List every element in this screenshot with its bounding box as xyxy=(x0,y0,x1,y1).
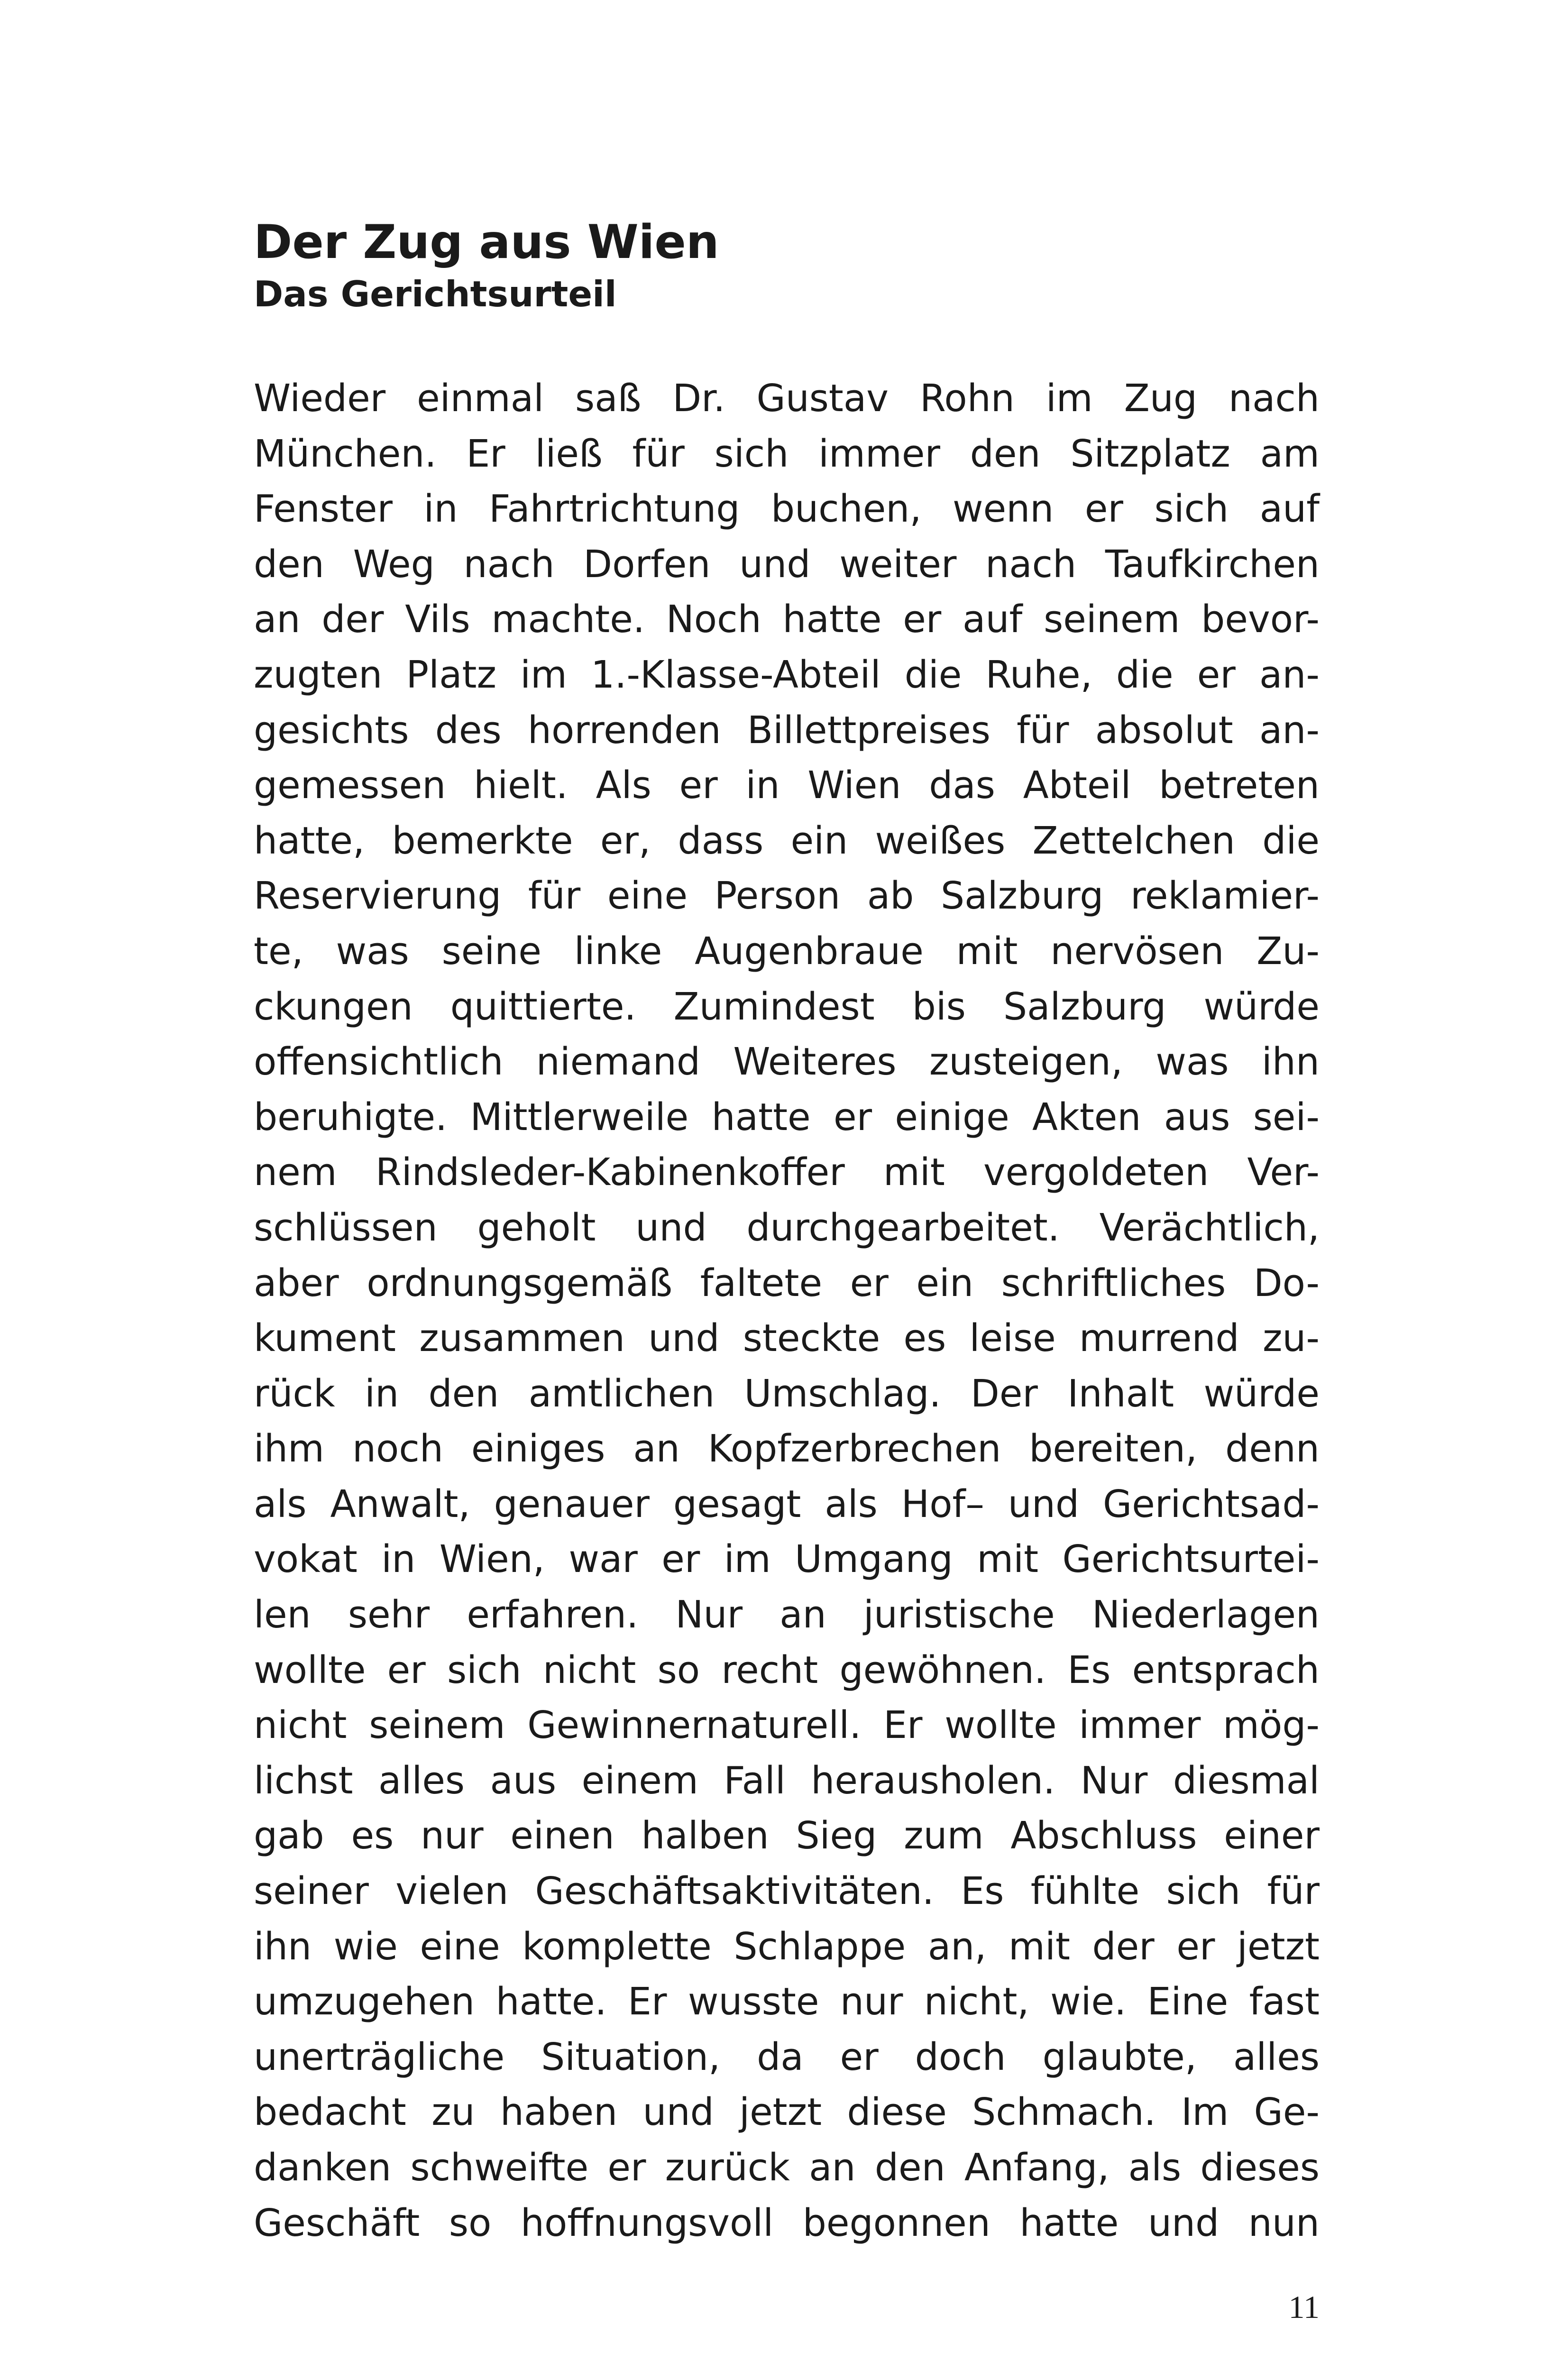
text-line: zugten Platz im 1.-Klasse-Abteil die Ruhe, die er an- xyxy=(254,652,1320,697)
text-line: nem Rindsleder-Kabinenkoffer mit vergoldeten Ver- xyxy=(254,1150,1320,1195)
body-paragraph xyxy=(254,371,1320,2251)
text-line: gesichts des horrenden Billettpreises für absolut an- xyxy=(254,708,1320,752)
text-line: bedacht zu haben und jetzt diese Schmach. Im Ge- xyxy=(254,2090,1320,2134)
text-line: gab es nur einen halben Sieg zum Abschluss einer xyxy=(254,1814,1320,1858)
text-line: ihm noch einiges an Kopfzerbrechen bereiten, denn xyxy=(254,1427,1320,1471)
text-line: danken schweifte er zurück an den Anfang, als dieses xyxy=(254,2146,1320,2189)
text-line: hatte, bemerkte er, dass ein weißes Zettelchen die xyxy=(254,818,1320,863)
text-line: beruhigte. Mittlerweile hatte er einige Akten aus sei- xyxy=(254,1095,1320,1139)
text-line: den Weg nach Dorfen und weiter nach Taufkirchen xyxy=(254,542,1320,586)
text-line: Wieder einmal saß Dr. Gustav Rohn im Zug nach xyxy=(254,377,1320,420)
text-line: umzugehen hatte. Er wusste nur nicht, wie. Eine fast xyxy=(254,1980,1320,2024)
text-line: schlüssen geholt und durchgearbeitet. Verächtlich, xyxy=(254,1205,1320,1250)
text-line: gemessen hielt. Als er in Wien das Abteil betreten xyxy=(254,763,1320,808)
chapter-subtitle: Das Gerichtsurteil xyxy=(254,273,617,315)
text-line: München. Er ließ für sich immer den Sitzplatz am xyxy=(254,432,1320,476)
text-line: vokat in Wien, war er im Umgang mit Gerichtsurtei- xyxy=(254,1537,1320,1581)
text-line: unerträgliche Situation, da er doch glaubte, alles xyxy=(254,2035,1320,2079)
text-line: Reservierung für eine Person ab Salzburg reklamier- xyxy=(254,874,1320,918)
chapter-heading xyxy=(254,214,1320,318)
text-line: kument zusammen und steckte es leise murrend zu- xyxy=(254,1316,1320,1360)
page-number: 11 xyxy=(1288,2289,1320,2325)
text-line: Geschäft so hoffnungsvoll begonnen hatte und nun xyxy=(254,2201,1320,2245)
text-line: Fenster in Fahrtrichtung buchen, wenn er sich auf xyxy=(254,487,1320,531)
text-line: te, was seine linke Augenbraue mit nervösen Zu- xyxy=(254,929,1320,973)
text-line: an der Vils machte. Noch hatte er auf seinem bevor- xyxy=(254,597,1320,642)
text-line: lichst alles aus einem Fall herausholen. Nur diesmal xyxy=(254,1758,1320,1802)
text-line: aber ordnungsgemäß faltete er ein schriftliches Do- xyxy=(254,1261,1320,1305)
text-line: offensichtlich niemand Weiteres zusteigen, was ihn xyxy=(254,1040,1320,1084)
text-line: rück in den amtlichen Umschlag. Der Inhalt würde xyxy=(254,1371,1320,1415)
text-line: ckungen quittierte. Zumindest bis Salzburg würde xyxy=(254,984,1320,1029)
text-line: ihn wie eine komplette Schlappe an, mit der er jetzt xyxy=(254,1924,1320,1968)
chapter-title: Der Zug aus Wien xyxy=(254,215,719,269)
text-line: len sehr erfahren. Nur an juristische Niederlagen xyxy=(254,1593,1320,1637)
text-line: als Anwalt, genauer gesagt als Hof– und Gerichtsad- xyxy=(254,1482,1320,1526)
text-line: seiner vielen Geschäftsaktivitäten. Es fühlte sich für xyxy=(254,1869,1320,1913)
text-line: nicht seinem Gewinnernaturell. Er wollte immer mög- xyxy=(254,1703,1320,1747)
text-line: wollte er sich nicht so recht gewöhnen. Es entsprach xyxy=(254,1648,1320,1692)
